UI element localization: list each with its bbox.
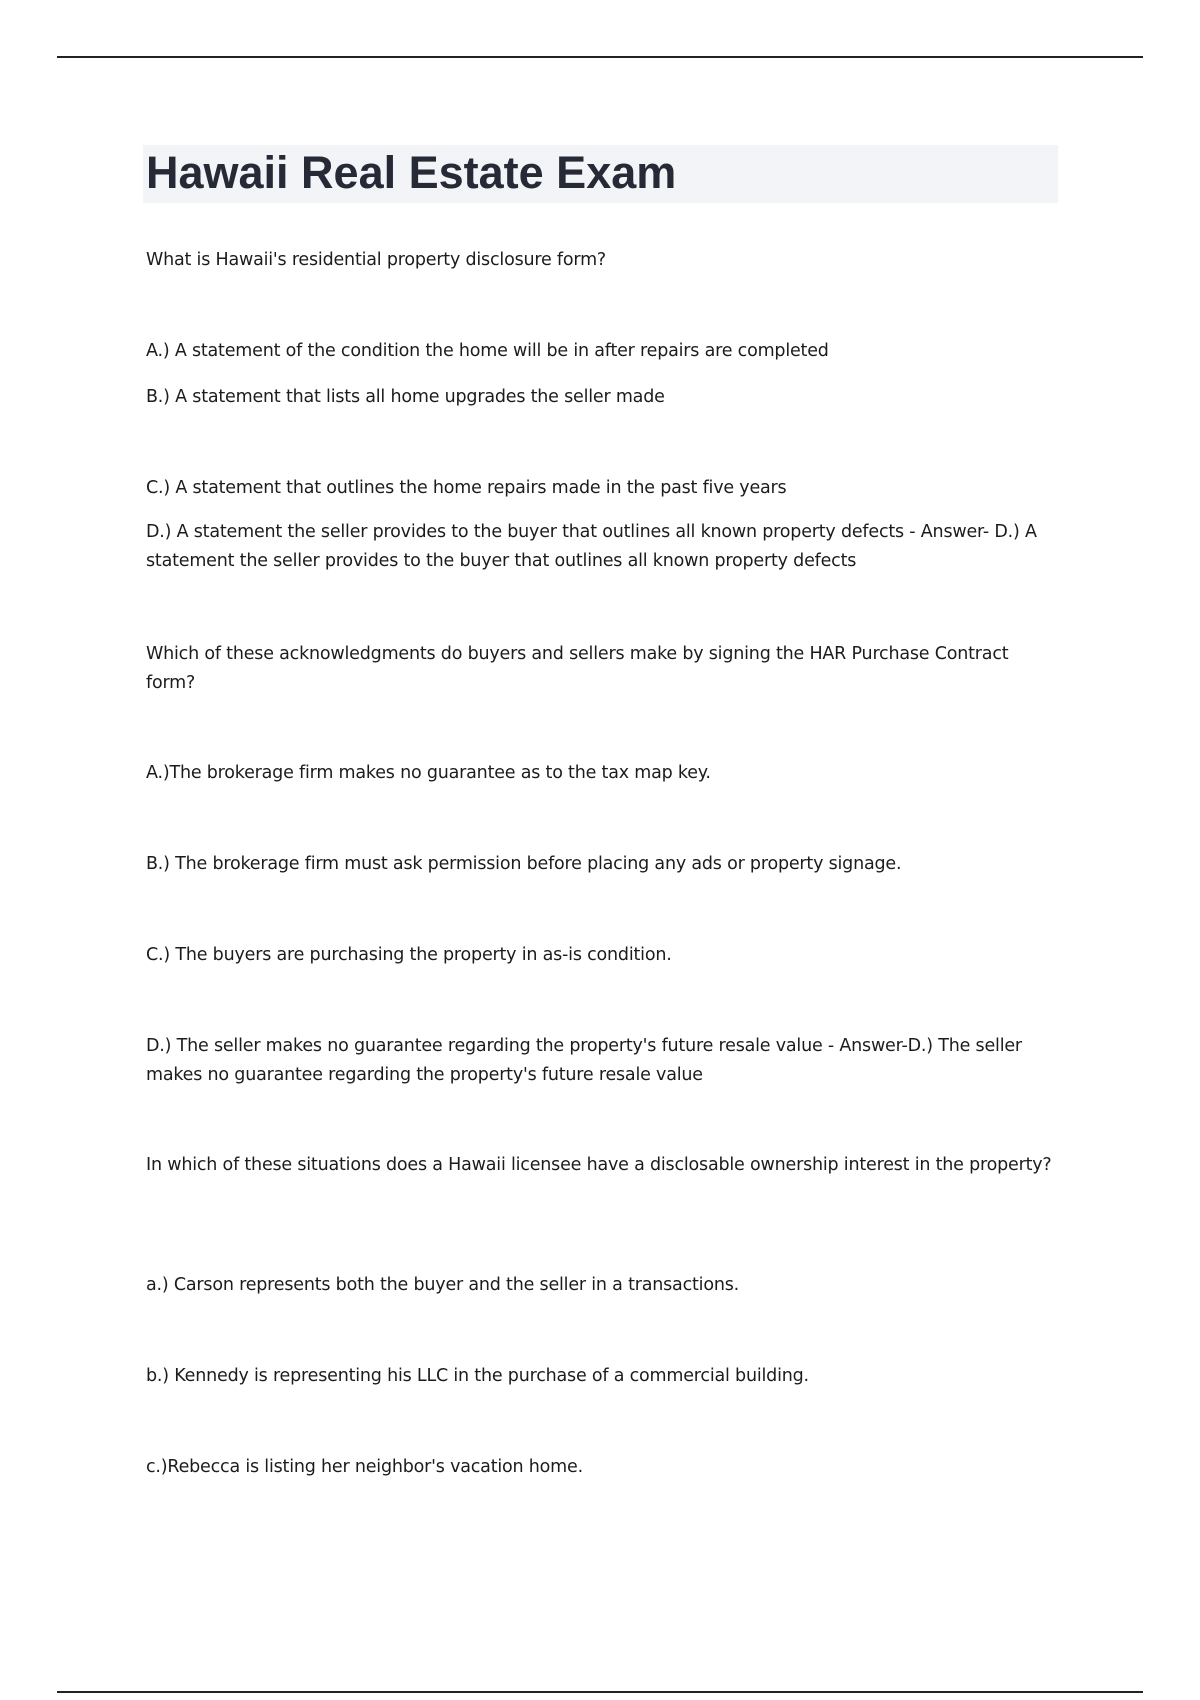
question-2-option-b: B.) The brokerage firm must ask permission before placing any ads or property signage. <box>146 854 902 874</box>
question-2-prompt: Which of these acknowledgments do buyers and sellers make by signing the HAR Purchase Contract form? <box>146 644 1009 693</box>
question-3-option-b: b.) Kennedy is representing his LLC in the purchase of a commercial building. <box>146 1366 809 1386</box>
top-rule <box>57 56 1143 58</box>
bottom-rule <box>57 1691 1143 1693</box>
question-1-prompt: What is Hawaii's residential property disclosure form? <box>146 250 607 270</box>
question-1-option-d-answer: D.) A statement the seller provides to the buyer that outlines all known property defects - Answer- D.) A statement the seller provides to the buyer that outlines all known property defects <box>146 522 1037 571</box>
question-3-option-a: a.) Carson represents both the buyer and the seller in a transactions. <box>146 1275 740 1295</box>
question-2-option-a: A.)The brokerage firm makes no guarantee as to the tax map key. <box>146 763 711 783</box>
question-3-prompt: In which of these situations does a Hawaii licensee have a disclosable ownership interest in the property? <box>146 1155 1052 1175</box>
question-2-option-d-answer: D.) The seller makes no guarantee regarding the property's future resale value - Answer-D.) The seller makes no guarantee regarding the property's future resale value <box>146 1036 1022 1085</box>
question-1-option-c: C.) A statement that outlines the home repairs made in the past five years <box>146 478 787 498</box>
question-3-option-c: c.)Rebecca is listing her neighbor's vacation home. <box>146 1457 583 1477</box>
question-2-option-c: C.) The buyers are purchasing the property in as-is condition. <box>146 945 672 965</box>
page-title: Hawaii Real Estate Exam <box>146 147 677 198</box>
question-1-option-b: B.) A statement that lists all home upgrades the seller made <box>146 387 665 407</box>
question-1-option-a: A.) A statement of the condition the home will be in after repairs are completed <box>146 341 829 361</box>
